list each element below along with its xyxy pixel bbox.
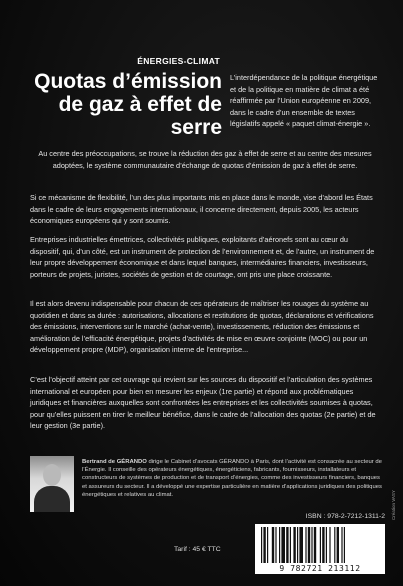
series-kicker: ÉNERGIES-CLIMAT xyxy=(137,56,220,66)
intro-paragraph: L’interdépendance de la politique énergétique et de la politique en matière de climat a été réaffirmée par l’Union européenne en 2009, dans le cadre d’un ensemble de textes législatifs appelé « paquet climat-énergie ». xyxy=(230,73,378,129)
barcode-bar xyxy=(267,527,268,563)
barcode-bar xyxy=(261,527,262,563)
author-photo-shoulders xyxy=(34,486,70,512)
barcode-bar xyxy=(320,527,321,563)
barcode-bar xyxy=(326,527,327,563)
barcode-bar xyxy=(299,527,303,563)
barcode-bars xyxy=(261,527,379,563)
author-bio xyxy=(82,458,382,499)
paragraph-3: Entreprises industrielles émettrices, collectivités publiques, exploitants d’aéronefs sont au cœur du dispositif, qui, d’un côté, est un instrument de protection de l’environnement et, de l’autre, un instrument de leur propre développement économique et dans lequel banques, intermédiaires financiers, investisseurs, porteurs de projets, juristes, sociétés de gestion et de courtage, ont pris une place croissante. xyxy=(30,235,375,279)
design-credit: Création VASY xyxy=(391,490,396,520)
barcode-bar xyxy=(344,527,345,563)
paragraph-1: Au centre des préoccupations, se trouve la réduction des gaz à effet de serre et au centre des mesures adoptées, le système communautaire d’échange de quotas d’émission de gaz à effet de serre. xyxy=(38,149,372,170)
barcode-bar xyxy=(279,527,280,563)
barcode xyxy=(255,524,385,574)
barcode-bar xyxy=(329,527,330,563)
isbn: ISBN : 978-2-7212-1311-2 xyxy=(305,513,385,520)
barcode-bar xyxy=(305,527,306,563)
barcode-digits: 9 782721 213112 xyxy=(279,564,361,573)
barcode-bar xyxy=(263,527,265,563)
author-photo xyxy=(30,456,74,512)
paragraph-4: Il est alors devenu indispensable pour chacun de ces opérateurs de maîtriser les rouages du système au quotidien et dans sa durée : autorisations, allocations et restitutions de quotas, déclarations et vérifications des émissions, interventions sur le marché (achat-vente), investissements, réduction des émissions et amélioration de l’efficacité énergétique, projets d’activités de mise en œuvre conjointe (MOC) ou pour un développement propre (MDP), organisation interne de l’entreprise... xyxy=(30,299,374,355)
barcode-bar xyxy=(286,527,288,563)
barcode-bar xyxy=(334,527,335,563)
barcode-bar xyxy=(311,527,312,563)
barcode-bar xyxy=(308,527,310,563)
barcode-bar xyxy=(341,527,342,563)
barcode-bar xyxy=(293,527,295,563)
book-title: Quotas d’émission de gaz à effet de serre xyxy=(34,70,222,139)
paragraph-5: C’est l’objectif atteint par cet ouvrage qui revient sur les sources du dispositif et l’articulation des systèmes international et européen pour bien en mesurer les enjeux (1re partie) et répond aux problématiques juridiques et financières auxquelles sont confrontées les entreprises et les collectivités soumises à quotas, pour qu’elles puissent en tirer le meilleur bénéfice, dans le cadre de l’allocation des quotas (2e partie) et de leur gestion (3e partie). xyxy=(30,375,376,431)
barcode-bar xyxy=(337,527,339,563)
author-bio-text: dirige le Cabinet d’avocats GÉRANDO à Paris, dont l’activité est consacrée au secteur de l’Énergie. Il conseille des opérateurs énergétiques, énergéticiens, fabricants, fournisseurs, installateurs et constructeurs de systèmes de production et de transport d’énergies, comme des investisseurs financiers, banques et assureurs du secteur. Il a développé une expertise particulière en matière d’applications juridiques des politiques énergétiques et relatives au climat. xyxy=(82,459,382,498)
author-name: Bertrand de GÉRANDO xyxy=(82,459,147,465)
barcode-bar xyxy=(281,527,285,563)
author-photo-head xyxy=(43,464,61,486)
barcode-bar xyxy=(290,527,291,563)
price: Tarif : 45 € TTC xyxy=(174,546,221,553)
barcode-bar xyxy=(272,527,274,563)
barcode-bar xyxy=(314,527,316,563)
paragraph-2: Si ce mécanisme de flexibilité, l’un des plus importants mis en place dans le monde, vise d’abord les États dans le cadre de leurs engagements internationaux, il concerne directement, depuis 2005, les acteurs économiques européens qui y sont soumis. xyxy=(30,193,373,226)
barcode-bar xyxy=(322,527,324,563)
barcode-bar xyxy=(297,527,298,563)
barcode-bar xyxy=(275,527,276,563)
